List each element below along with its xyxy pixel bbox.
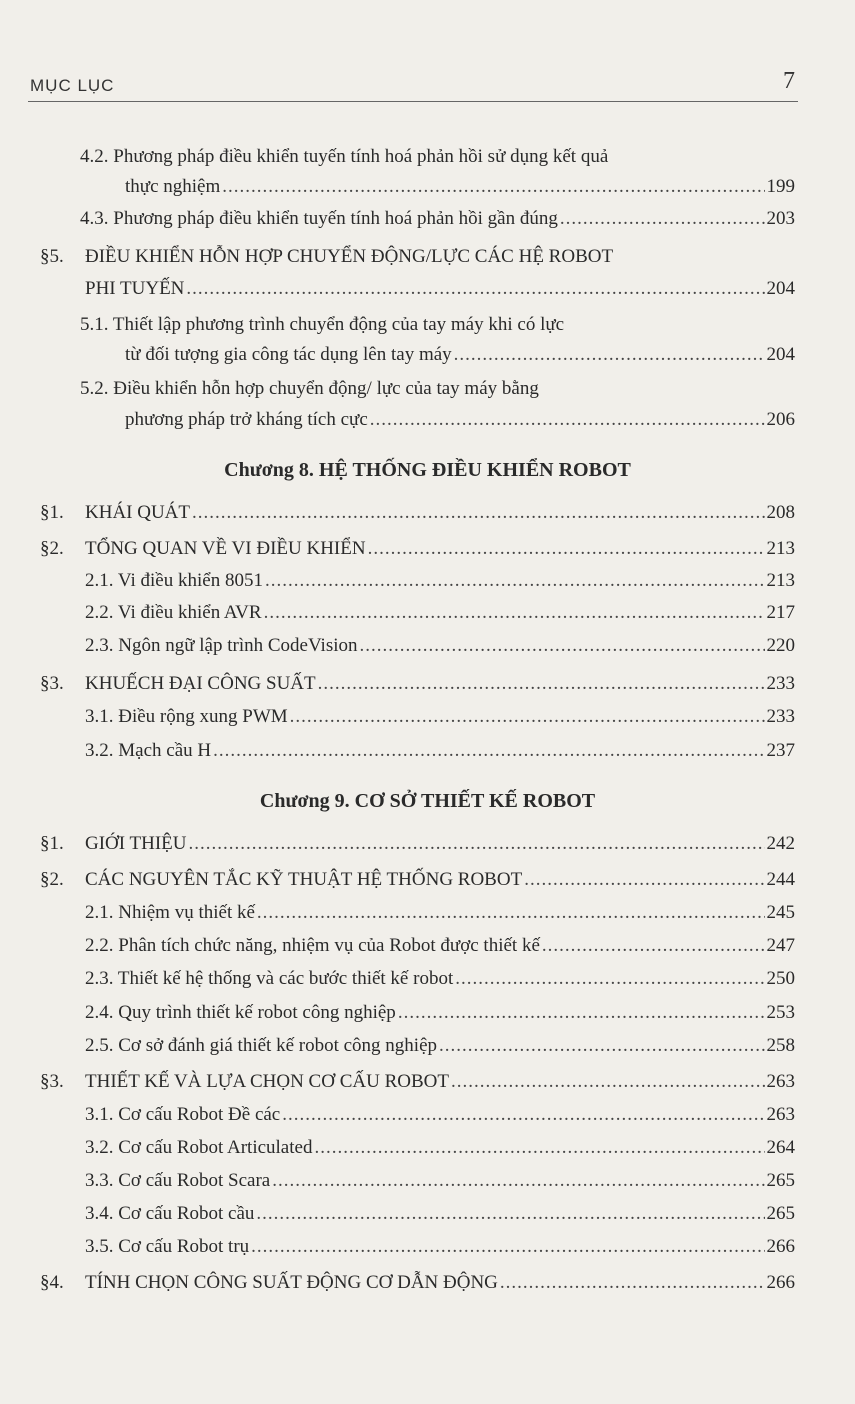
toc-entry-title: TÍNH CHỌN CÔNG SUẤT ĐỘNG CƠ DẪN ĐỘNG <box>85 1272 498 1293</box>
toc-entry-title: 2.2. Vi điều khiển AVR <box>85 602 262 623</box>
toc-entry[interactable] <box>40 1071 795 1099</box>
toc-entry[interactable] <box>85 902 795 930</box>
toc-entry-page: 266 <box>766 1272 795 1293</box>
toc-entry-page: 204 <box>766 278 795 299</box>
toc-entry-title: 4.3. Phương pháp điều khiển tuyến tính hoá phản hồi gần đúng <box>80 208 558 229</box>
dot-leader <box>370 409 765 431</box>
toc-entry[interactable] <box>40 502 795 530</box>
toc-entry[interactable] <box>125 409 795 437</box>
toc-entry-title: thực nghiệm <box>125 176 221 197</box>
toc-entry[interactable] <box>85 278 795 306</box>
toc-entry[interactable] <box>85 602 795 630</box>
dot-leader <box>222 176 764 198</box>
toc-entry-page: 263 <box>766 1104 795 1125</box>
toc-entry-title: TỔNG QUAN VỀ VI ĐIỀU KHIỂN <box>85 538 366 559</box>
toc-entry[interactable] <box>85 935 795 963</box>
toc-entry-title: KHUẾCH ĐẠI CÔNG SUẤT <box>85 673 316 694</box>
toc-entry-page: 206 <box>766 409 795 430</box>
dot-leader <box>439 1035 764 1057</box>
dot-leader <box>189 833 765 855</box>
toc-entry[interactable] <box>85 1203 795 1231</box>
section-number: §1. <box>40 833 64 854</box>
section-number: §3. <box>40 673 64 694</box>
toc-entry-title: PHI TUYẾN <box>85 278 185 299</box>
toc-entry-title: phương pháp trở kháng tích cực <box>125 409 368 430</box>
dot-leader <box>264 602 765 624</box>
dot-leader <box>186 278 764 300</box>
toc-entry-page: 203 <box>766 208 795 229</box>
toc-entry-title: GIỚI THIỆU <box>85 833 187 854</box>
dot-leader <box>282 1104 764 1126</box>
dot-leader <box>542 935 765 957</box>
dot-leader <box>524 869 764 891</box>
toc-entry-title: 3.1. Điều rộng xung PWM <box>85 706 288 727</box>
toc-entry[interactable] <box>125 176 795 204</box>
toc-entry[interactable] <box>85 1035 795 1063</box>
toc-entry-page: 263 <box>766 1071 795 1092</box>
dot-leader <box>290 706 765 728</box>
toc-entry-title: 2.2. Phân tích chức năng, nhiệm vụ của Robot được thiết kế <box>85 935 540 956</box>
toc-entry-title: 2.1. Nhiệm vụ thiết kế <box>85 902 255 923</box>
toc-entry-page: 204 <box>766 344 795 365</box>
toc-entry-page: 220 <box>766 635 795 656</box>
toc-entry-page: 247 <box>766 935 795 956</box>
toc-entry-title: 3.2. Mạch cầu H <box>85 740 212 761</box>
toc-entry-page: 266 <box>766 1236 795 1257</box>
section-number: §2. <box>40 869 64 890</box>
toc-entry[interactable] <box>85 1002 795 1030</box>
toc-entry-page: 199 <box>766 176 795 197</box>
toc-entry-page: 213 <box>766 570 795 591</box>
toc-entry-title: THIẾT KẾ VÀ LỰA CHỌN CƠ CẤU ROBOT <box>85 1071 449 1092</box>
toc-entry-title: 3.1. Cơ cấu Robot Đề các <box>85 1104 281 1125</box>
toc-entry-page: 233 <box>766 673 795 694</box>
toc-entry[interactable] <box>85 635 795 663</box>
dot-leader <box>251 1236 764 1258</box>
toc-entry[interactable] <box>40 833 795 861</box>
toc-entry-page: 245 <box>766 902 795 923</box>
toc-entry[interactable] <box>85 740 795 768</box>
toc-entry[interactable] <box>40 538 795 566</box>
dot-leader <box>360 635 765 657</box>
toc-entry[interactable] <box>125 344 795 372</box>
toc-entry-page: 237 <box>766 740 795 761</box>
page-number: 7 <box>783 68 795 94</box>
toc-entry-page: 264 <box>766 1137 795 1158</box>
toc-entry-page: 242 <box>766 833 795 854</box>
toc-entry[interactable] <box>85 706 795 734</box>
toc-entry-page: 233 <box>766 706 795 727</box>
toc-entry-title: 2.3. Thiết kế hệ thống và các bước thiết kế robot <box>85 968 454 989</box>
dot-leader <box>265 570 765 592</box>
section-number: §4. <box>40 1272 64 1293</box>
toc-entry-title: từ đối tượng gia công tác dụng lên tay máy <box>125 344 452 365</box>
toc-entry-page: 208 <box>766 502 795 523</box>
toc-entry[interactable] <box>85 570 795 598</box>
toc-line: 4.2. Phương pháp điều khiển tuyến tính hoá phản hồi sử dụng kết quả <box>80 146 609 167</box>
toc-entry[interactable] <box>80 208 795 236</box>
toc-entry-page: 265 <box>766 1170 795 1191</box>
dot-leader <box>368 538 765 560</box>
toc-entry-title: 2.1. Vi điều khiển 8051 <box>85 570 263 591</box>
toc-entry-page: 244 <box>766 869 795 890</box>
dot-leader <box>454 344 765 366</box>
toc-entry[interactable] <box>85 1137 795 1165</box>
toc-entry-page: 213 <box>766 538 795 559</box>
toc-entry-title: KHÁI QUÁT <box>85 502 191 523</box>
toc-entry-page: 217 <box>766 602 795 623</box>
toc-entry-title: 3.4. Cơ cấu Robot cầu <box>85 1203 255 1224</box>
dot-leader <box>256 1203 764 1225</box>
toc-entry[interactable] <box>40 1272 795 1300</box>
toc-entry[interactable] <box>40 869 795 897</box>
chapter-heading: Chương 8. HỆ THỐNG ĐIỀU KHIỂN ROBOT <box>224 459 631 481</box>
section-number: §1. <box>40 502 64 523</box>
toc-entry[interactable] <box>85 1104 795 1132</box>
toc-line: 5.2. Điều khiển hỗn hợp chuyển động/ lực của tay máy bằng <box>80 378 539 399</box>
toc-line: 5.1. Thiết lập phương trình chuyển động của tay máy khi có lực <box>80 314 565 335</box>
toc-entry[interactable] <box>40 673 795 701</box>
toc-entry-title: 2.4. Quy trình thiết kế robot công nghiệp <box>85 1002 396 1023</box>
section-number: §2. <box>40 538 64 559</box>
toc-entry-page: 265 <box>766 1203 795 1224</box>
toc-entry-page: 250 <box>766 968 795 989</box>
toc-entry[interactable] <box>85 968 795 996</box>
toc-entry-title: 2.5. Cơ sở đánh giá thiết kế robot công nghiệp <box>85 1035 438 1056</box>
toc-entry-page: 258 <box>766 1035 795 1056</box>
toc-entry-title: 3.5. Cơ cấu Robot trụ <box>85 1236 250 1257</box>
dot-leader <box>398 1002 765 1024</box>
toc-line: §5. ĐIỀU KHIỂN HỖN HỢP CHUYỂN ĐỘNG/LỰC CÁC HỆ ROBOT <box>40 246 614 267</box>
dot-leader <box>257 902 765 924</box>
toc-entry-title: 2.3. Ngôn ngữ lập trình CodeVision <box>85 635 358 656</box>
dot-leader <box>318 673 765 695</box>
toc-entry[interactable] <box>85 1236 795 1264</box>
dot-leader <box>451 1071 765 1093</box>
dot-leader <box>272 1170 764 1192</box>
running-header-title: MỤC LỤC <box>30 76 115 95</box>
toc-entry-page: 253 <box>766 1002 795 1023</box>
dot-leader <box>455 968 764 990</box>
chapter-heading: Chương 9. CƠ SỞ THIẾT KẾ ROBOT <box>259 790 596 812</box>
section-number: §5. <box>40 246 64 267</box>
dot-leader <box>500 1272 765 1294</box>
toc-entry-title: 3.2. Cơ cấu Robot Articulated <box>85 1137 313 1158</box>
header-divider <box>28 101 798 102</box>
dot-leader <box>560 208 765 230</box>
toc-entry-title: CÁC NGUYÊN TẮC KỸ THUẬT HỆ THỐNG ROBOT <box>85 869 523 890</box>
toc-entry-title: 3.3. Cơ cấu Robot Scara <box>85 1170 271 1191</box>
dot-leader <box>314 1137 764 1159</box>
toc-entry[interactable] <box>85 1170 795 1198</box>
section-number: §3. <box>40 1071 64 1092</box>
dot-leader <box>192 502 764 524</box>
dot-leader <box>213 740 764 762</box>
